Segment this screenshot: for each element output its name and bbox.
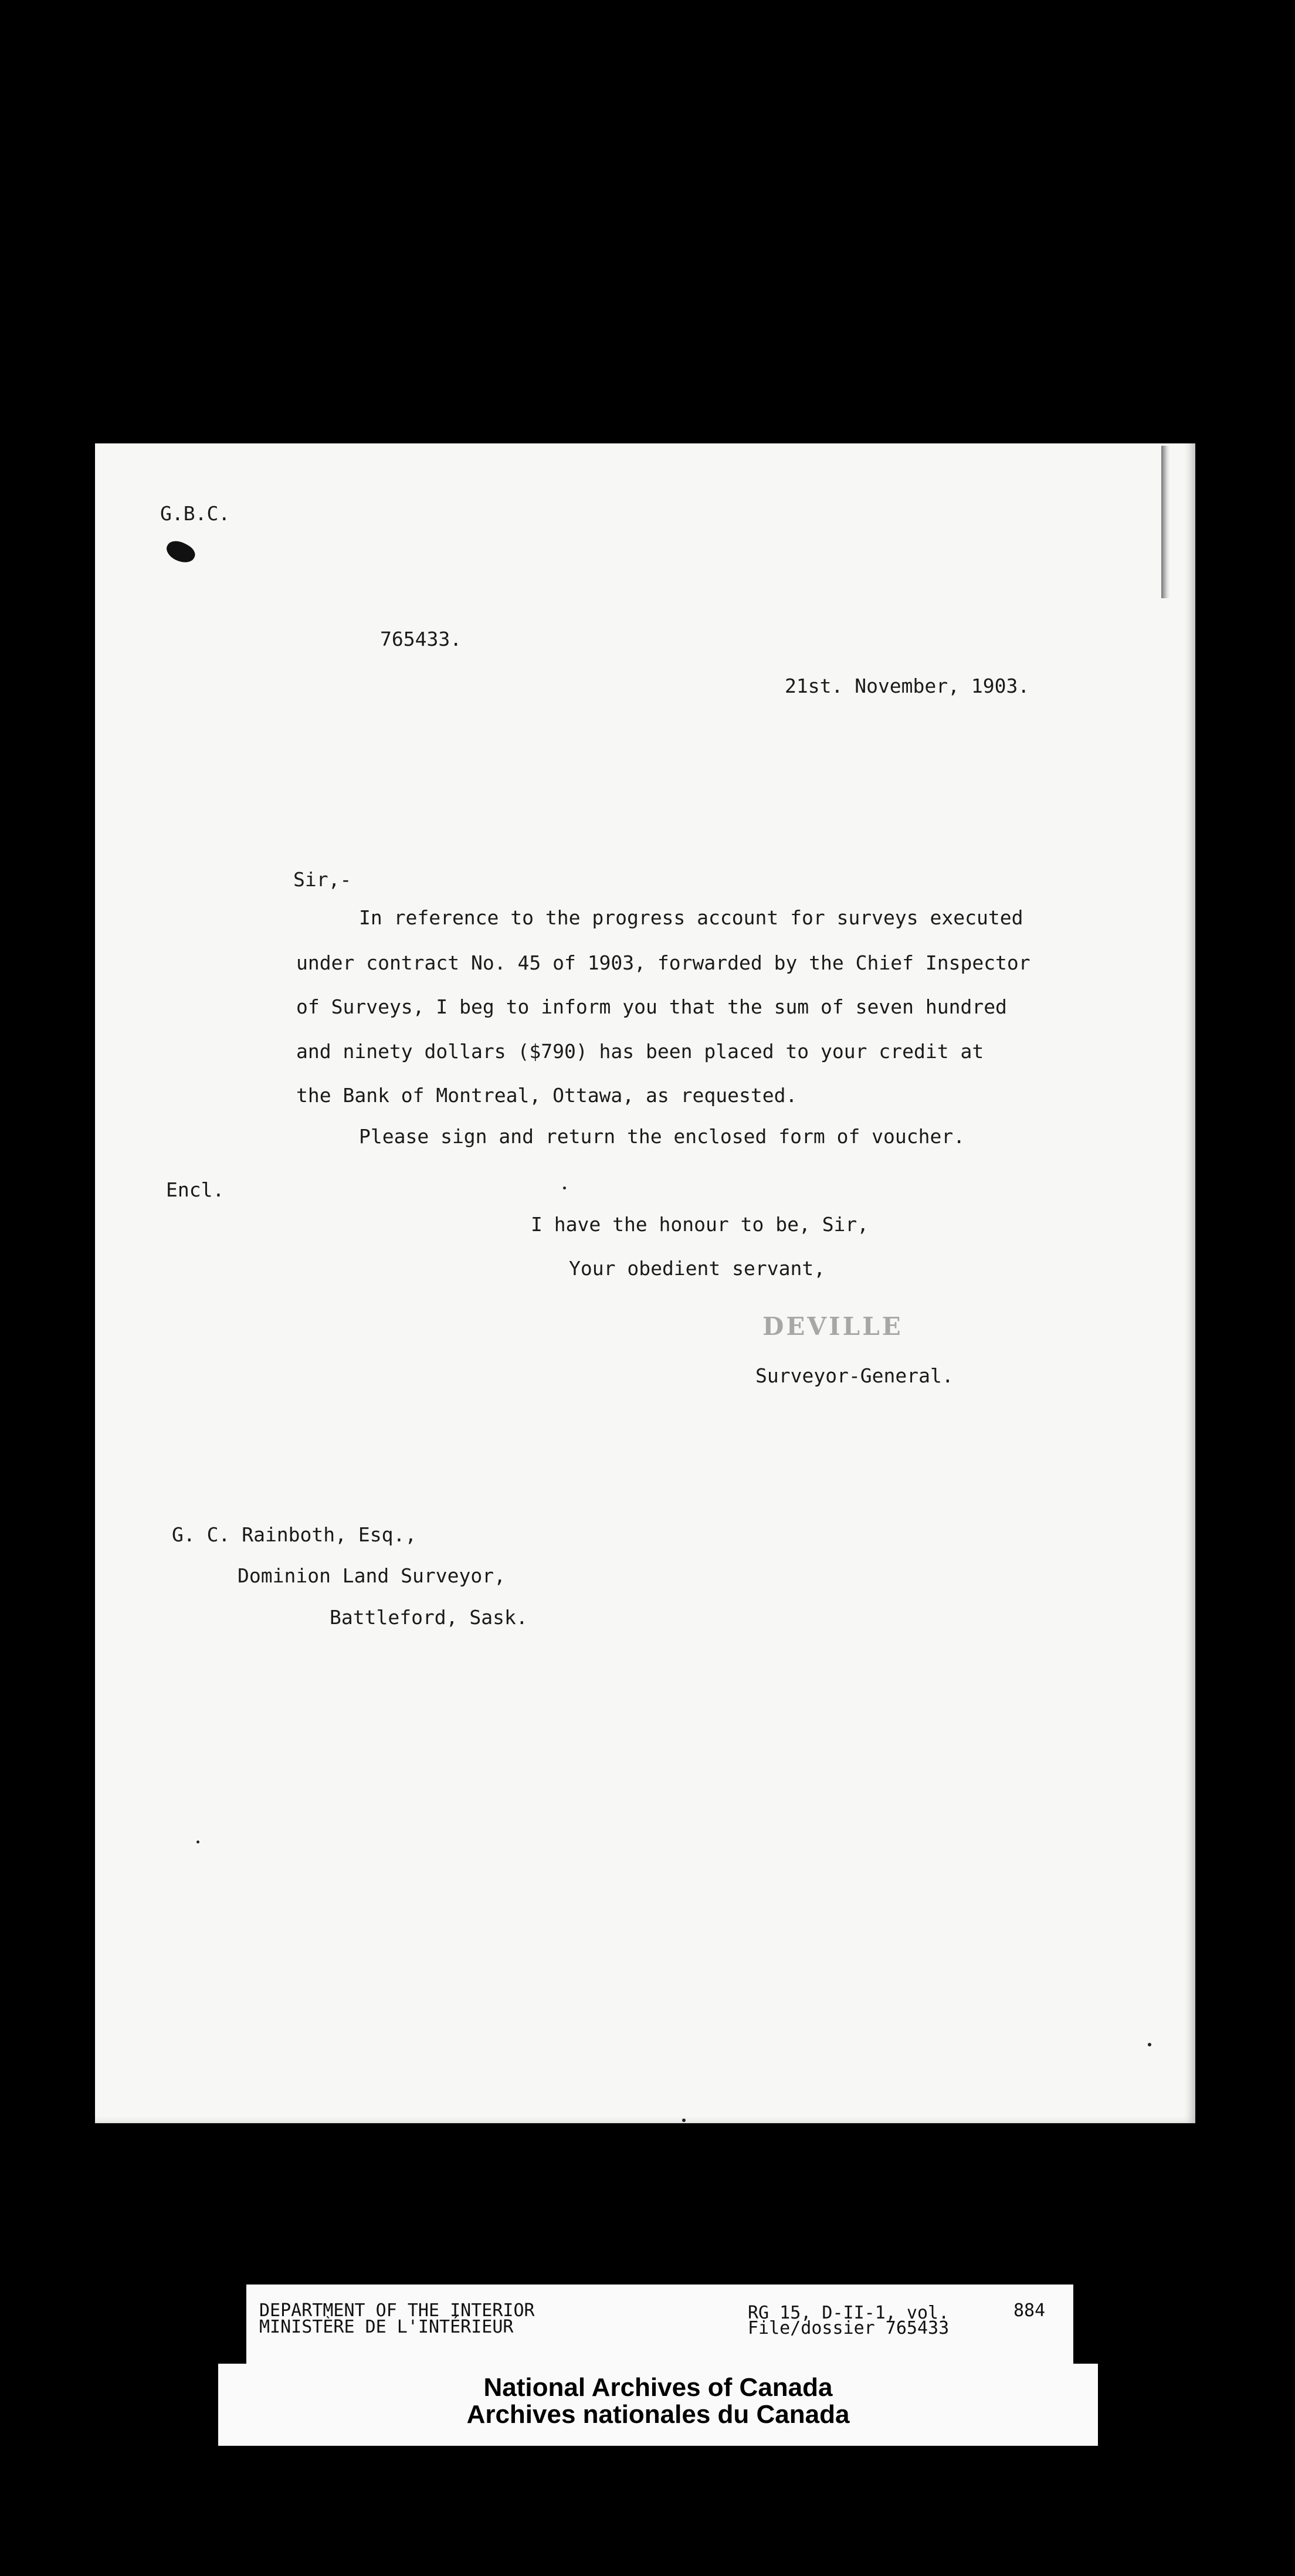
body-line: under contract No. 45 of 1903, forwarded by the Chief Inspector [296,951,1030,974]
department-en: DEPARTMENT OF THE INTERIOR [259,2300,535,2321]
closing-line: Your obedient servant, [569,1257,826,1280]
archive-reference-label [246,2284,1073,2369]
signature-stamp: DEVILLE [762,1312,903,1341]
volume-number: 884 [1013,2300,1046,2321]
archives-name-label [218,2364,1098,2446]
department-fr: MINISTÈRE DE L'INTÉRIEUR [259,2317,514,2337]
addressee-line: G. C. Rainboth, Esq., [172,1523,417,1546]
page-curl-shadow [1161,446,1169,598]
archives-name-fr: Archives nationales du Canada [466,2400,850,2429]
salutation: Sir,- [293,868,352,891]
addressee-line: Battleford, Sask. [330,1606,528,1629]
paper-speck [196,1841,199,1843]
file-dossier: File/dossier 765433 [748,2318,950,2338]
closing-line: I have the honour to be, Sir, [531,1213,869,1236]
file-number: 765433. [380,628,462,650]
letter-page [95,443,1195,2123]
typist-initials: G.B.C. [160,502,230,525]
paper-speck [682,2119,686,2122]
archives-name-en: National Archives of Canada [483,2373,833,2402]
signatory-title: Surveyor-General. [755,1364,954,1387]
paper-speck [1148,2043,1151,2046]
body-line: In reference to the progress account for surveys executed [359,906,1023,929]
paper-speck [563,1187,566,1189]
body-line: the Bank of Montreal, Ottawa, as requested. [296,1084,798,1107]
letter-date: 21st. November, 1903. [785,674,1030,697]
body-line: Please sign and return the enclosed form of voucher. [359,1125,965,1148]
record-group: RG 15, D-II-1, vol. [748,2303,950,2323]
body-line: and ninety dollars ($790) has been placed to your credit at [296,1040,984,1063]
addressee-line: Dominion Land Surveyor, [238,1564,506,1587]
body-line: of Surveys, I beg to inform you that the sum of seven hundred [296,995,1007,1018]
enclosure-note: Encl. [166,1178,225,1201]
